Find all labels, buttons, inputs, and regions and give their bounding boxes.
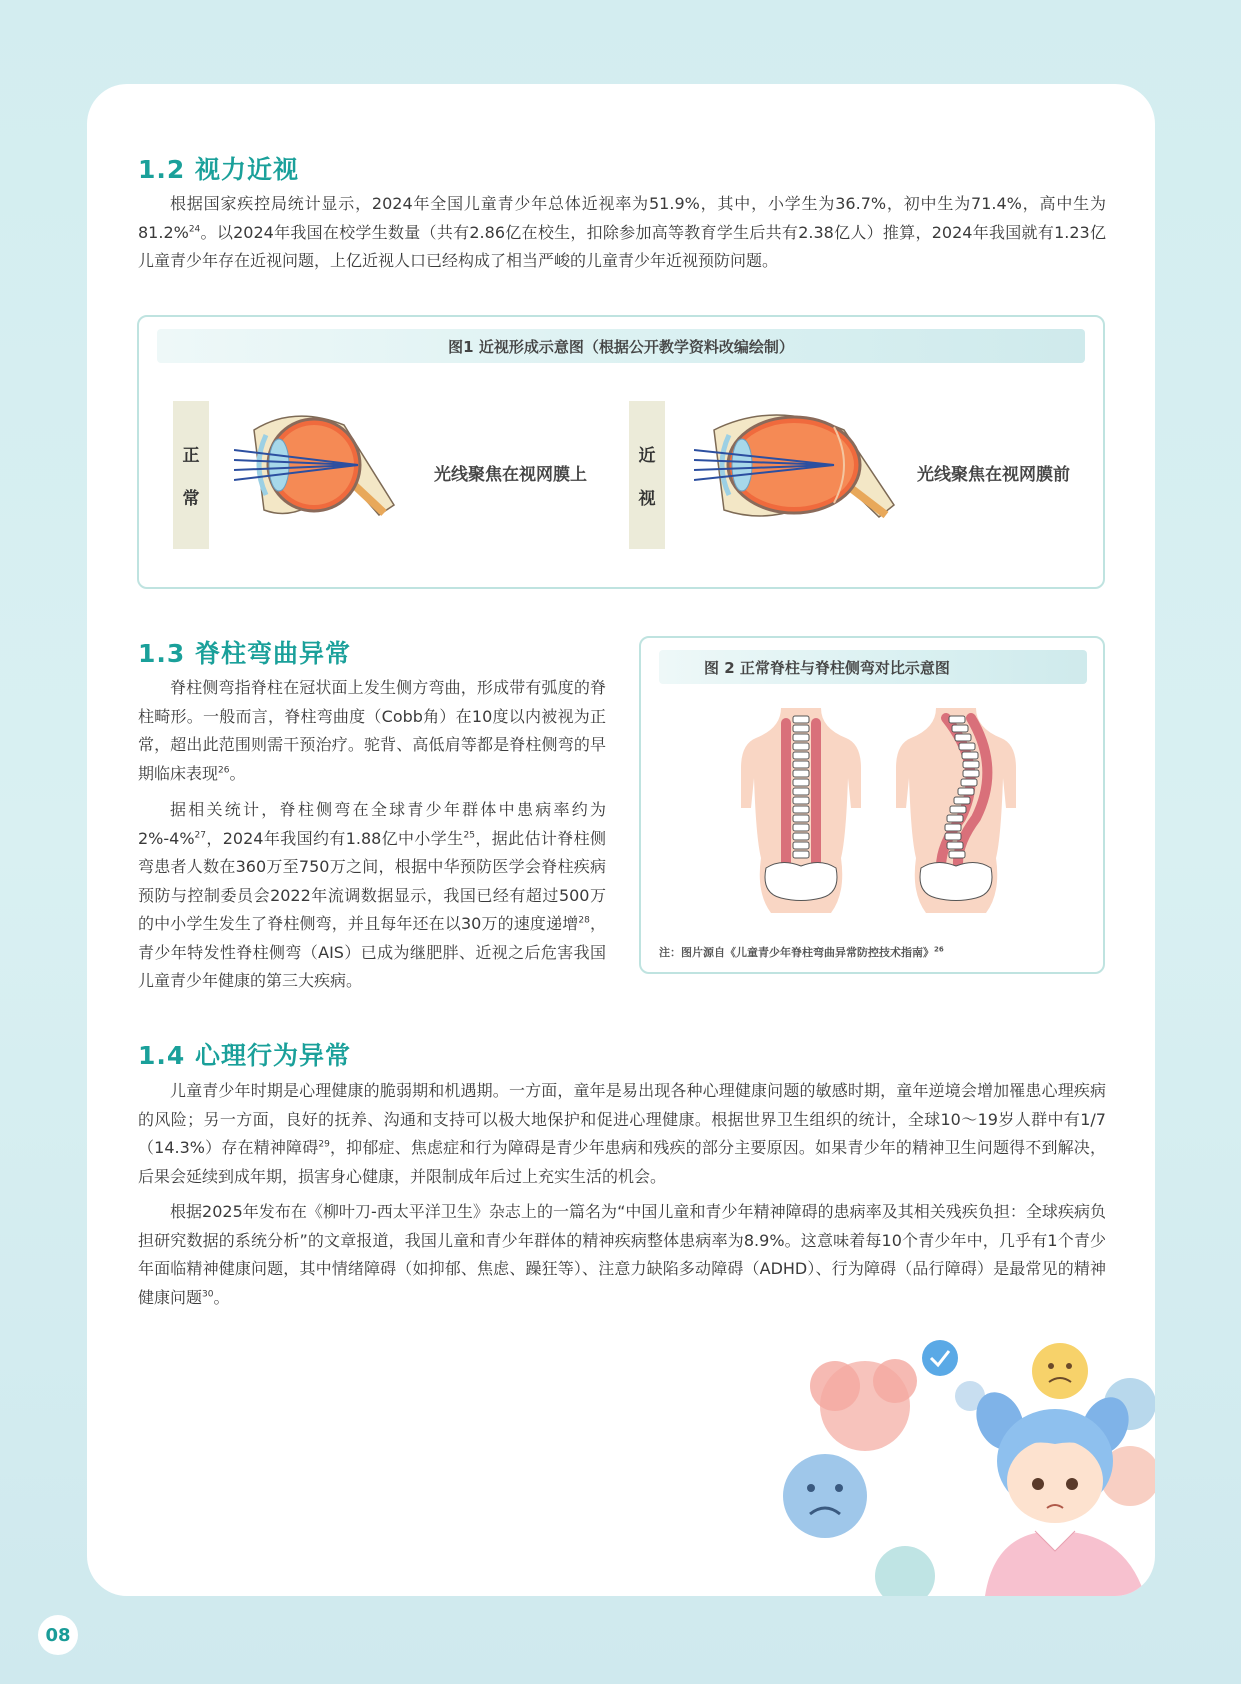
tag-char: 视 xyxy=(638,489,656,509)
section-1-3-paragraph-1 xyxy=(138,674,606,788)
figure-1-myopia xyxy=(137,315,1105,589)
section-1-3-heading: 1.3 脊柱弯曲异常 xyxy=(138,639,351,668)
text: 。 xyxy=(213,1287,230,1307)
figure-1-caption: 图1 近视形成示意图（根据公开教学资料改编绘制） xyxy=(157,329,1085,363)
footnote-ref: 27 xyxy=(194,830,206,841)
text: ，青少年特发性脊柱侧弯（AIS）已成为继肥胖、近视之后危害我国儿童青少年健康的第三大疾病。 xyxy=(138,914,606,990)
text: ，据此估计脊柱侧弯患者人数在360万至750万之间，根据中华预防医学会脊柱疾病预防与控制委员会2022年流调数据显示，我国已经有超过500万的中小学生发生了脊柱侧弯，并且每年还在以30万的速度递增 xyxy=(138,828,606,933)
section-1-4-paragraph-2 xyxy=(138,1198,1106,1312)
text: 注：图片源自《儿童青少年脊柱弯曲异常防控技术指南》 xyxy=(659,946,934,959)
myopia-eye-illustration xyxy=(694,405,904,535)
section-1-4-heading: 1.4 心理行为异常 xyxy=(138,1041,351,1070)
myopia-label: 光线聚焦在视网膜前 xyxy=(917,465,1070,485)
footnote-ref: 26 xyxy=(934,945,944,954)
figure-2-spine xyxy=(639,636,1105,974)
text: 。以2024年我国在校学生数量（共有2.86亿在校生，扣除参加高等教育学生后共有2.38亿人）推算，2024年我国就有1.23亿儿童青少年存在近视问题，上亿近视人口已经构成了相当严峻的儿童青少年近视预防问题。 xyxy=(138,222,1106,270)
myopia-tag xyxy=(629,401,665,549)
footnote-ref: 29 xyxy=(318,1139,330,1150)
text: ，2024年我国约有1.88亿中小学生 xyxy=(206,828,464,848)
text: 据相关统计，脊柱侧弯在全球青少年群体中患病率约为2%-4% xyxy=(138,800,606,848)
footnote-ref: 24 xyxy=(188,224,201,235)
page-card xyxy=(87,84,1155,1596)
footnote-ref: 26 xyxy=(218,765,230,776)
tag-char: 正 xyxy=(182,446,200,466)
scoliosis-spine-illustration xyxy=(891,708,1021,918)
section-1-2-paragraph xyxy=(138,190,1106,276)
figure-2-note xyxy=(659,944,944,960)
text: 儿童青少年时期是心理健康的脆弱期和机遇期。一方面，童年是易出现各种心理健康问题的敏感时期，童年逆境会增加罹患心理疾病的风险；另一方面，良好的抚养、沟通和支持可以极大地保护和促进心理健康。根据世界卫生组织的统计，全球10～19岁人群中有1/7（14.3%）存在精神障碍 xyxy=(138,1081,1106,1157)
text: ，抑郁症、焦虑症和行为障碍是青少年患病和残疾的部分主要原因。如果青少年的精神卫生问题得不到解决，后果会延续到成年期，损害身心健康，并限制成年后过上充实生活的机会。 xyxy=(138,1138,1106,1186)
text: 根据国家疾控局统计显示，2024年全国儿童青少年总体近视率为51.9%，其中，小学生为36.7%，初中生为71.4%，高中生为81.2% xyxy=(138,194,1106,242)
text: 脊柱侧弯指脊柱在冠状面上发生侧方弯曲，形成带有弧度的脊柱畸形。一般而言，脊柱弯曲度（Cobb角）在10度以内被视为正常，超出此范围则需干预治疗。驼背、高低肩等都是脊柱侧弯的早期临床表现 xyxy=(138,678,606,783)
normal-tag xyxy=(173,401,209,549)
section-1-3-paragraph-2 xyxy=(138,796,606,996)
footnote-ref: 28 xyxy=(578,915,590,926)
figure-2-caption: 图 2 正常脊柱与脊柱侧弯对比示意图 xyxy=(659,650,1087,684)
section-1-2-heading: 1.2 视力近视 xyxy=(138,155,299,184)
normal-label: 光线聚焦在视网膜上 xyxy=(434,465,587,485)
text: 根据2025年发布在《柳叶刀-西太平洋卫生》杂志上的一篇名为“中国儿童和青少年精神障碍的患病率及其相关残疾负担：全球疾病负担研究数据的系统分析”的文章报道，我国儿童和青少年群体的精神疾病整体患病率为8.9%。这意味着每10个青少年中，几乎有1个青少年面临精神健康问题，其中情绪障碍（如抑郁、焦虑、躁狂等）、注意力缺陷多动障碍（ADHD）、行为障碍（品行障碍）是最常见的精神健康问题 xyxy=(138,1202,1106,1307)
normal-eye-illustration xyxy=(234,405,404,535)
page-number: 08 xyxy=(38,1615,78,1655)
footnote-ref: 30 xyxy=(202,1289,214,1300)
text: 。 xyxy=(229,763,246,783)
tag-char: 常 xyxy=(182,489,200,509)
normal-spine-illustration xyxy=(736,708,866,918)
section-1-4-paragraph-1 xyxy=(138,1077,1106,1191)
child-emotions-illustration xyxy=(755,1326,1155,1596)
footnote-ref: 25 xyxy=(463,830,475,841)
tag-char: 近 xyxy=(638,446,656,466)
